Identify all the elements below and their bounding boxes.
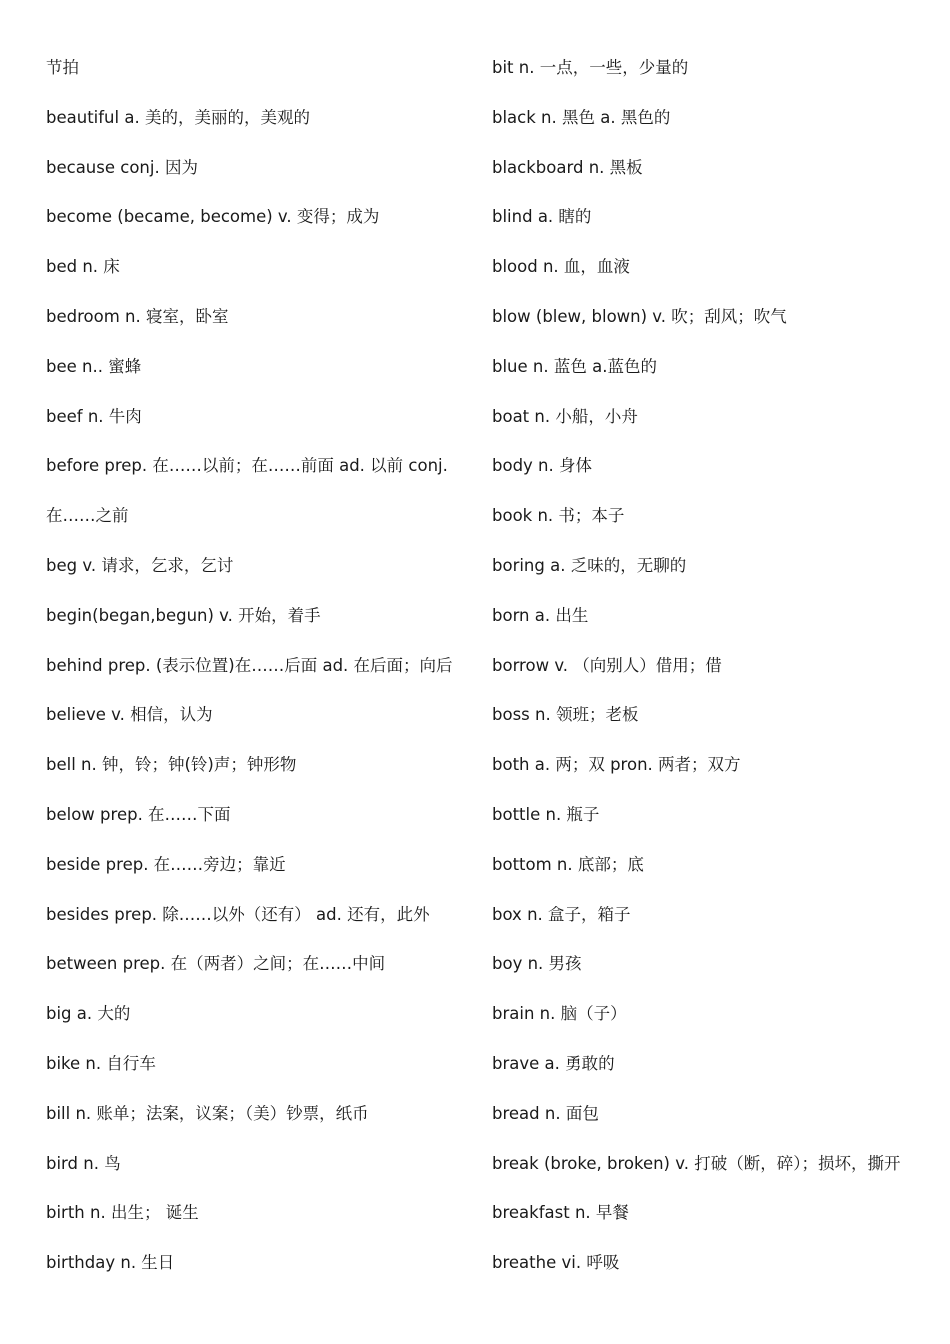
vocabulary-entry: break (broke, broken) v. 打破（断，碎）；损坏，撕开: [492, 1153, 901, 1173]
vocabulary-entry: brain n. 脑（子）: [492, 1004, 627, 1024]
vocabulary-entry: blue n. 蓝色 a.蓝色的: [492, 356, 657, 376]
vocabulary-entry: bike n. 自行车: [46, 1053, 156, 1073]
vocabulary-entry: between prep. 在（两者）之间；在……中间: [46, 954, 386, 974]
vocabulary-entry: black n. 黑色 a. 黑色的: [492, 107, 671, 127]
vocabulary-entry: bird n. 鸟: [46, 1153, 121, 1173]
vocabulary-entry: bell n. 钟，铃；钟(铃)声；钟形物: [46, 755, 297, 775]
vocabulary-entry: boat n. 小船，小舟: [492, 406, 638, 426]
vocabulary-entry: book n. 书；本子: [492, 506, 625, 526]
vocabulary-entry: bread n. 面包: [492, 1103, 599, 1123]
right-column: [492, 52, 932, 1297]
vocabulary-entry: boring a. 乏味的，无聊的: [492, 555, 687, 575]
vocabulary-entry: behind prep. (表示位置)在……后面 ad. 在后面；向后: [46, 655, 453, 675]
vocabulary-entry: brave a. 勇敢的: [492, 1053, 615, 1073]
vocabulary-entry: boy n. 男孩: [492, 954, 582, 974]
vocabulary-entry: birthday n. 生日: [46, 1253, 175, 1273]
vocabulary-entry: become (became, become) v. 变得；成为: [46, 207, 380, 227]
vocabulary-entry: before prep. 在……以前；在……前面 ad. 以前 conj.: [46, 456, 448, 476]
vocabulary-entry: breakfast n. 早餐: [492, 1203, 629, 1223]
vocabulary-entry: born a. 出生: [492, 605, 589, 625]
vocabulary-entry: beef n. 牛肉: [46, 406, 142, 426]
vocabulary-entry: both a. 两；双 pron. 两者；双方: [492, 755, 741, 775]
vocabulary-entry: besides prep. 除……以外（还有） ad. 还有，此外: [46, 904, 430, 924]
vocabulary-entry: big a. 大的: [46, 1004, 131, 1024]
vocabulary-entry: blind a. 瞎的: [492, 207, 592, 227]
vocabulary-entry: boss n. 领班；老板: [492, 705, 639, 725]
vocabulary-entry: bottom n. 底部；底: [492, 854, 644, 874]
vocabulary-entry: 节拍: [46, 58, 79, 77]
vocabulary-entry: birth n. 出生； 诞生: [46, 1203, 199, 1223]
vocabulary-entry: bill n. 账单；法案，议案；（美）钞票，纸币: [46, 1103, 369, 1123]
vocabulary-entry: breathe vi. 呼吸: [492, 1253, 620, 1273]
vocabulary-entry: 在……之前: [46, 506, 129, 526]
vocabulary-entry: bedroom n. 寝室，卧室: [46, 306, 229, 326]
vocabulary-entry: borrow v. （向别人）借用；借: [492, 655, 722, 675]
vocabulary-entry: beautiful a. 美的，美丽的，美观的: [46, 107, 310, 127]
vocabulary-entry: below prep. 在……下面: [46, 804, 231, 824]
vocabulary-entry: bed n. 床: [46, 257, 120, 277]
vocabulary-entry: beside prep. 在……旁边；靠近: [46, 854, 286, 874]
vocabulary-entry: believe v. 相信，认为: [46, 705, 213, 725]
vocabulary-entry: blow (blew, blown) v. 吹；刮风；吹气: [492, 306, 787, 326]
vocabulary-entry: box n. 盒子，箱子: [492, 904, 631, 924]
vocabulary-entry: blood n. 血，血液: [492, 257, 630, 277]
left-column: [46, 52, 476, 1297]
vocabulary-entry: because conj. 因为: [46, 157, 198, 177]
vocabulary-entry: bee n.. 蜜蜂: [46, 356, 142, 376]
vocabulary-entry: bit n. 一点，一些，少量的: [492, 58, 689, 77]
vocabulary-entry: begin(began,begun) v. 开始，着手: [46, 605, 321, 625]
vocabulary-entry: body n. 身体: [492, 456, 592, 476]
vocabulary-entry: bottle n. 瓶子: [492, 804, 600, 824]
vocabulary-entry: beg v. 请求，乞求，乞讨: [46, 555, 234, 575]
vocabulary-entry: blackboard n. 黑板: [492, 157, 643, 177]
